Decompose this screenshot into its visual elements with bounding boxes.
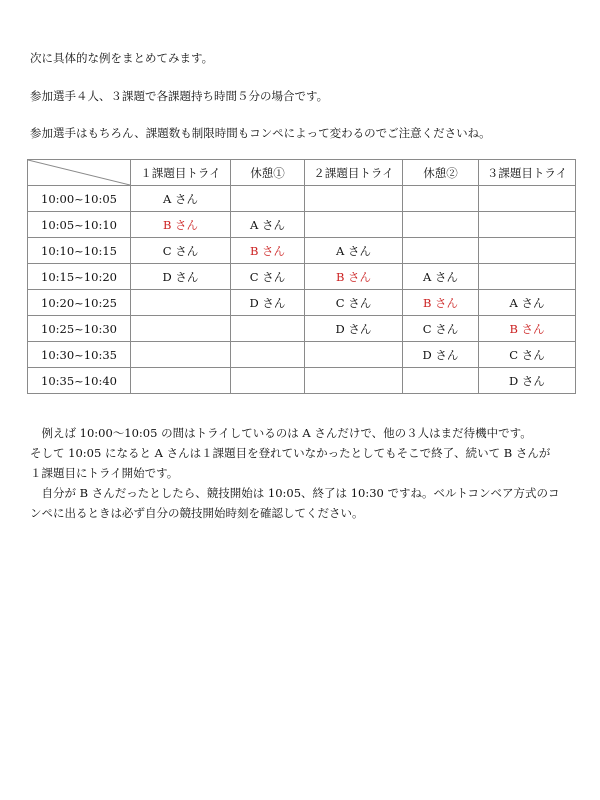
slot-cell: C さん [479,342,576,368]
column-header: １課題目トライ [131,160,231,186]
slot-cell: D さん [131,264,231,290]
time-cell: 10:20~10:25 [28,290,131,316]
slot-cell [403,186,479,212]
slot-cell [305,186,403,212]
slot-cell: C さん [305,290,403,316]
slot-cell [231,186,305,212]
slot-cell [305,342,403,368]
column-header: ２課題目トライ [305,160,403,186]
body-line: ンペに出るときは必ず自分の競技開始時刻を確認してください。 [30,506,364,520]
slot-cell: A さん [231,212,305,238]
time-cell: 10:00~10:05 [28,186,131,212]
explanation-text [30,423,578,523]
slot-cell [131,316,231,342]
intro-text-1: 次に具体的な例をまとめてみます。 [30,51,214,65]
column-header: 休憩① [231,160,305,186]
time-cell: 10:30~10:35 [28,342,131,368]
body-line: そして 10:05 になると A さんは１課題目を登れていなかったとしてもそこで終了、続いて B さんが [30,446,551,460]
table-header-row [28,160,576,186]
slot-cell [479,264,576,290]
slot-cell: A さん [305,238,403,264]
body-line: 例えば 10:00～10:05 の間はトライしているのは A さんだけで、他の３人はまだ待機中です。 [30,426,532,440]
column-header: 休憩② [403,160,479,186]
slot-cell [231,368,305,394]
slot-cell: D さん [479,368,576,394]
time-cell: 10:05~10:10 [28,212,131,238]
diagonal-line [28,160,130,185]
slot-cell [131,368,231,394]
time-cell: 10:35~10:40 [28,368,131,394]
table-row [28,186,576,212]
slot-cell: C さん [131,238,231,264]
table-row [28,290,576,316]
body-line: 自分が B さんだったとしたら、競技開始は 10:05、終了は 10:30 ですね。ベルトコンベア方式のコ [30,486,560,500]
slot-cell [231,316,305,342]
slot-cell: A さん [479,290,576,316]
slot-cell [479,238,576,264]
slot-cell [479,186,576,212]
slot-cell [131,342,231,368]
table-row [28,342,576,368]
table-row [28,316,576,342]
slot-cell: A さん [403,264,479,290]
corner-cell [28,160,131,186]
slot-cell: D さん [403,342,479,368]
intro-text-3: 参加選手はもちろん、課題数も制限時間もコンペによって変わるのでご注意くださいね。 [30,126,491,140]
time-cell: 10:25~10:30 [28,316,131,342]
body-line: １課題目にトライ開始です。 [30,466,179,480]
table-row [28,264,576,290]
time-cell: 10:15~10:20 [28,264,131,290]
table-row [28,238,576,264]
slot-cell [231,342,305,368]
slot-cell [305,212,403,238]
slot-cell: B さん [479,316,576,342]
slot-cell [403,368,479,394]
slot-cell [131,290,231,316]
slot-cell [403,212,479,238]
slot-cell: B さん [305,264,403,290]
slot-cell: A さん [131,186,231,212]
intro-text-2: 参加選手４人、３課題で各課題持ち時間５分の場合です。 [30,89,329,103]
slot-cell [479,212,576,238]
time-cell: 10:10~10:15 [28,238,131,264]
column-header: ３課題目トライ [479,160,576,186]
schedule-table [27,159,576,394]
table-row [28,212,576,238]
slot-cell: C さん [403,316,479,342]
slot-cell [305,368,403,394]
table-row [28,368,576,394]
slot-cell: B さん [231,238,305,264]
slot-cell: B さん [403,290,479,316]
slot-cell: D さん [231,290,305,316]
slot-cell: C さん [231,264,305,290]
slot-cell: B さん [131,212,231,238]
slot-cell: D さん [305,316,403,342]
slot-cell [403,238,479,264]
